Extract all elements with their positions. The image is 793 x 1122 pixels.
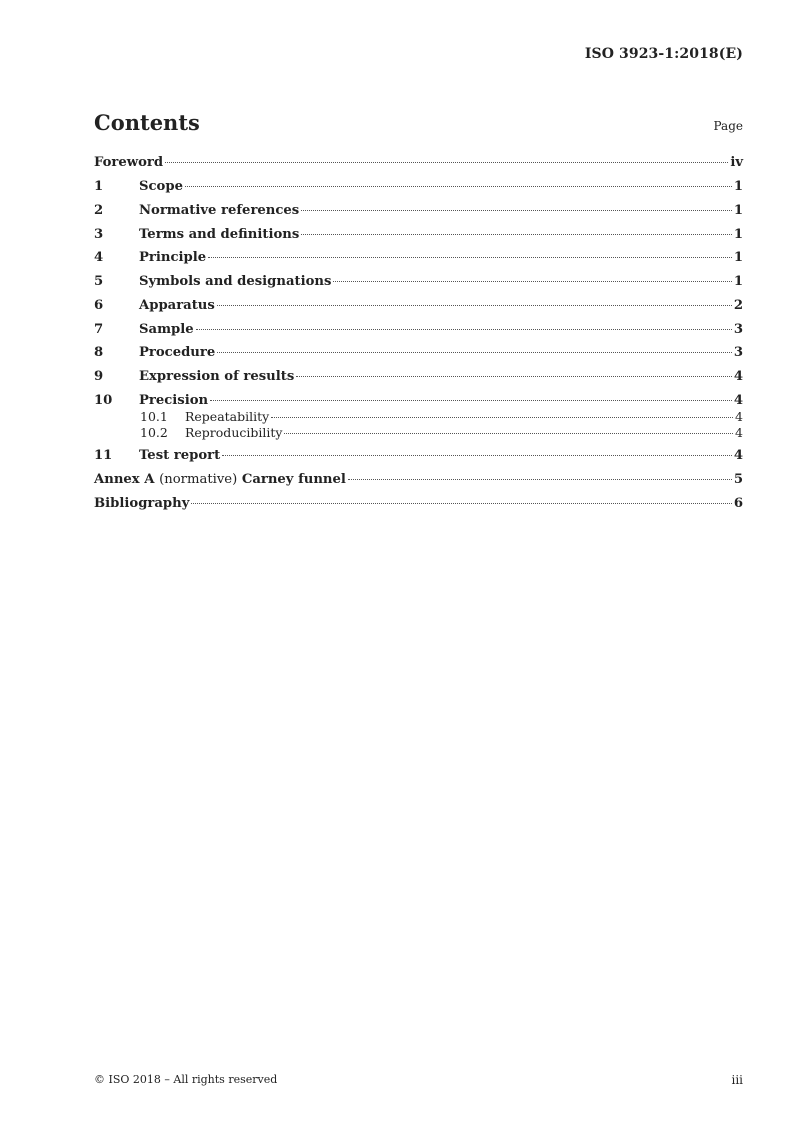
dot-leader <box>222 455 732 456</box>
toc-entry-terms-definitions[interactable] <box>94 227 743 242</box>
dot-leader <box>210 400 732 401</box>
toc-entry-page: 4 <box>735 409 743 424</box>
dot-leader <box>217 352 732 353</box>
annex-title: Carney funnel <box>241 472 346 487</box>
toc-entry-number: 8 <box>94 345 104 360</box>
toc-entry-page: 1 <box>733 203 743 218</box>
toc-entry-title <box>94 472 346 487</box>
toc-entry-number: 5 <box>94 274 104 289</box>
toc-entry-principle[interactable] <box>94 250 743 265</box>
dot-leader <box>196 329 732 330</box>
toc-entry-title: Expression of results <box>139 369 295 384</box>
toc-entry-test-report[interactable] <box>94 448 743 463</box>
toc-entry-title: Bibliography <box>94 496 190 511</box>
toc-entry-title: Terms and definitions <box>139 227 300 242</box>
toc-entry-page: 1 <box>733 274 743 289</box>
contents-header <box>94 110 743 140</box>
toc-entry-number: 11 <box>94 448 113 463</box>
toc-entry-title: Foreword <box>94 155 164 170</box>
dot-leader <box>301 210 732 211</box>
toc-entry-title: Repeatability <box>185 409 270 424</box>
toc-entry-page: 3 <box>733 322 743 337</box>
toc-entry-repeatability[interactable] <box>94 409 743 424</box>
dot-leader <box>191 503 731 504</box>
toc-entry-apparatus[interactable] <box>94 298 743 313</box>
annex-type: (normative) <box>159 472 238 487</box>
document-id: ISO 3923-1:2018(E) <box>584 46 743 62</box>
toc-entry-title: Normative references <box>139 203 300 218</box>
dot-leader <box>185 186 732 187</box>
toc-entry-number: 9 <box>94 369 104 384</box>
toc-entry-title: Scope <box>139 179 183 194</box>
toc-entry-title: Precision <box>139 393 209 408</box>
dot-leader <box>348 479 732 480</box>
toc-entry-title: Sample <box>139 322 194 337</box>
toc-entry-number: 3 <box>94 227 104 242</box>
dot-leader <box>217 305 732 306</box>
toc-entry-number: 7 <box>94 322 104 337</box>
toc-entry-bibliography[interactable] <box>94 496 743 511</box>
toc-entry-number: 10.2 <box>140 425 168 440</box>
toc-entry-page: 2 <box>733 298 743 313</box>
toc-entry-annex-a[interactable] <box>94 472 743 487</box>
toc-entry-page: 4 <box>733 393 743 408</box>
toc-entry-number: 4 <box>94 250 104 265</box>
toc-entry-precision[interactable] <box>94 393 743 408</box>
contents-title: Contents <box>94 110 200 135</box>
toc-entry-scope[interactable] <box>94 179 743 194</box>
toc-entry-symbols-designations[interactable] <box>94 274 743 289</box>
toc-entry-page: 4 <box>733 448 743 463</box>
toc-entry-page: 1 <box>733 250 743 265</box>
toc-entry-page: 4 <box>735 425 743 440</box>
annex-label: Annex A <box>94 472 155 487</box>
toc-entry-title: Test report <box>139 448 221 463</box>
dot-leader <box>271 417 733 418</box>
toc-entry-page: 5 <box>733 472 743 487</box>
toc-entry-number: 10 <box>94 393 113 408</box>
toc-entry-number: 6 <box>94 298 104 313</box>
toc-entry-number: 10.1 <box>140 409 168 424</box>
toc-entry-title: Apparatus <box>139 298 215 313</box>
toc-entry-title: Principle <box>139 250 207 265</box>
toc-entry-expression-of-results[interactable] <box>94 369 743 384</box>
toc-entry-normative-references[interactable] <box>94 203 743 218</box>
dot-leader <box>301 234 732 235</box>
toc-entry-procedure[interactable] <box>94 345 743 360</box>
toc-entry-number: 1 <box>94 179 104 194</box>
page-column-label: Page <box>713 119 743 133</box>
page-number: iii <box>731 1073 743 1087</box>
toc-entry-page: 4 <box>733 369 743 384</box>
copyright-notice: © ISO 2018 – All rights reserved <box>94 1073 278 1086</box>
toc-entry-page: iv <box>730 155 743 170</box>
toc-entry-title: Procedure <box>139 345 216 360</box>
toc-entry-foreword[interactable] <box>94 155 743 170</box>
toc-entry-reproducibility[interactable] <box>94 425 743 440</box>
dot-leader <box>165 162 728 163</box>
toc-entry-page: 1 <box>733 227 743 242</box>
dot-leader <box>333 281 731 282</box>
toc-entry-title: Reproducibility <box>185 425 283 440</box>
toc-entry-page: 1 <box>733 179 743 194</box>
toc-entry-page: 3 <box>733 345 743 360</box>
toc-entry-number: 2 <box>94 203 104 218</box>
toc-entry-sample[interactable] <box>94 322 743 337</box>
toc-entry-title: Symbols and designations <box>139 274 332 289</box>
dot-leader <box>208 257 732 258</box>
dot-leader <box>296 376 732 377</box>
dot-leader <box>284 433 733 434</box>
toc-entry-page: 6 <box>733 496 743 511</box>
